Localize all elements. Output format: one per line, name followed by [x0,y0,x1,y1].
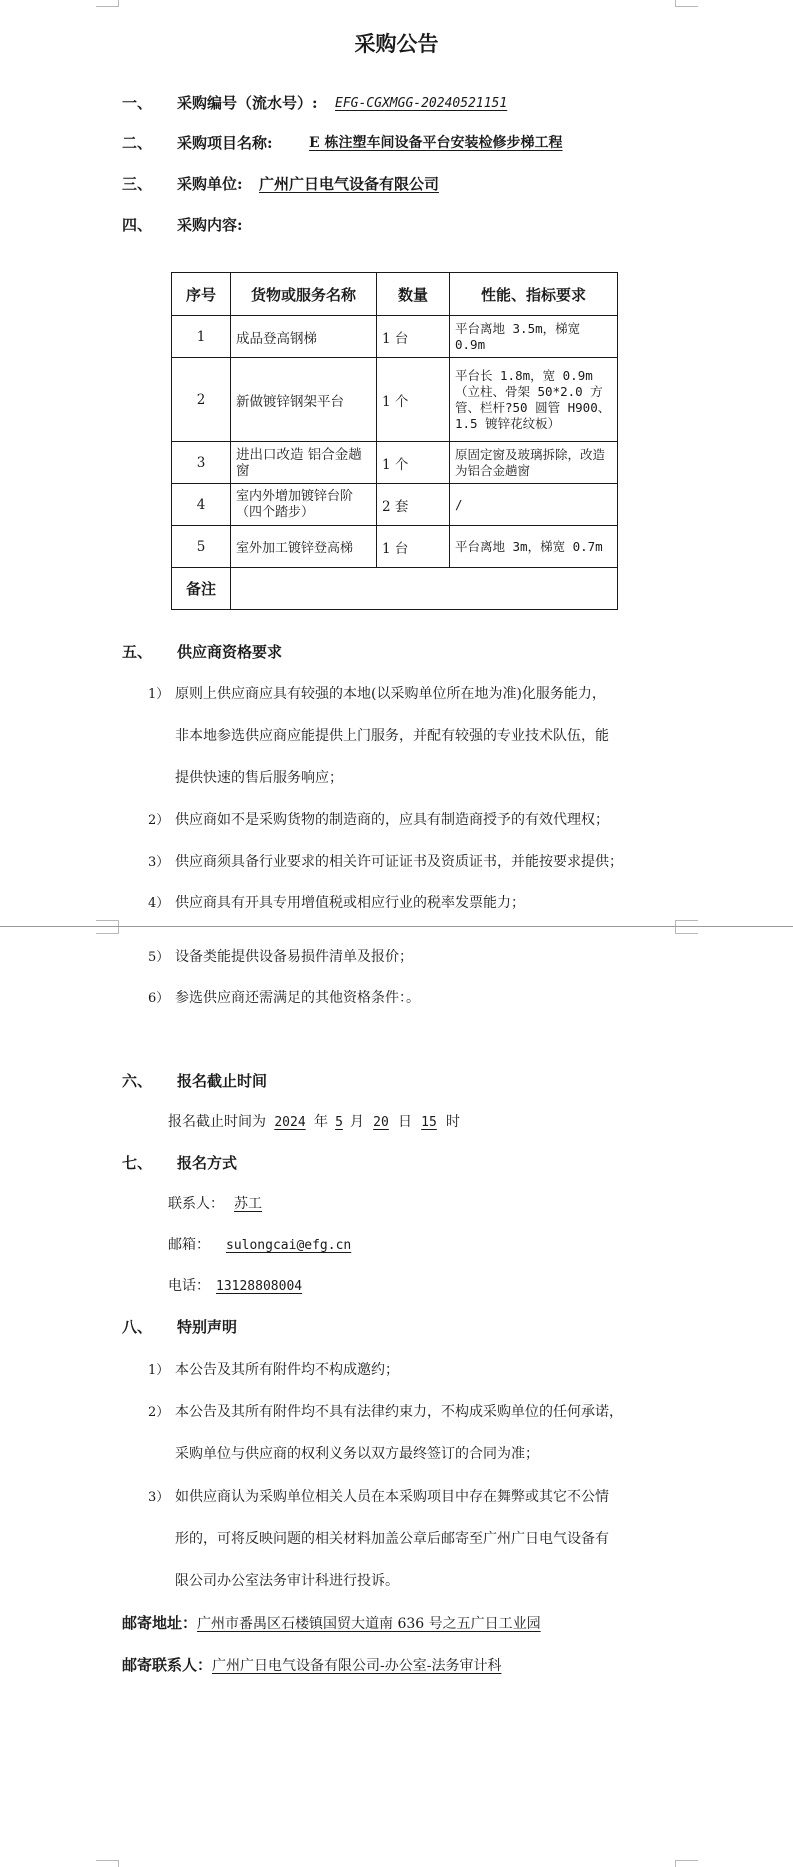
project-name-label: 采购项目名称: [177,134,273,152]
procurement-number-text: EFG-CGXMGG-20240521151 [335,96,508,111]
table-cell-no: 4 [172,484,231,526]
registration-deadline-label: 报名截止时间 [177,1072,268,1090]
deadline-year: 2024 [274,1115,306,1130]
table-header-cell: 序号 [172,273,231,316]
table-row [172,442,618,484]
section-5-number: 五、 [122,643,153,661]
table-cell-qty: 1 台 [377,526,450,568]
mailing-contact-label: 邮寄联系人： [122,1656,213,1674]
qualification-number: 4） [148,896,170,911]
table-header-cell: 性能、指标要求 [450,273,618,316]
statement-text: 本公告及其所有附件均不具有法律约束力，不构成采购单位的任何承诺， [175,1404,623,1420]
qualification-text: 供应商须具备行业要求的相关许可证证书及资质证书，并能按要求提供； [175,854,623,870]
table-cell-no: 1 [172,316,231,358]
section-3-number: 三、 [122,175,153,193]
table-cell-name: 室内外增加镀锌台阶（四个踏步） [231,484,377,526]
qualification-number: 2） [148,813,170,828]
qualification-number: 3） [148,855,170,870]
mailing-contact-value: 广州广日电气设备有限公司-办公室-法务审计科 [212,1658,502,1674]
qualification-number: 5） [148,950,170,965]
statement-text: 如供应商认为采购单位相关人员在本采购项目中存在舞弊或其它不公情 [175,1489,609,1505]
table-remark-value [231,568,618,610]
table-cell-spec: 平台离地 3.5m，梯宽 0.9m [450,316,618,358]
deadline-month-unit: 月 [350,1114,364,1130]
crop-mark [675,0,698,7]
statement-text: 采购单位与供应商的权利义务以双方最终签订的合同为准； [175,1446,539,1462]
qualification-text: 提供快速的售后服务响应； [175,770,343,786]
contact-phone-value: 13128808004 [216,1279,303,1294]
statement-text: 本公告及其所有附件均不构成邀约； [175,1362,399,1378]
table-cell-qty: 1 个 [377,358,450,442]
table-cell-name: 新做镀锌钢架平台 [231,358,377,442]
qualification-number: 1） [148,687,170,702]
contact-email-value: sulongcai@efg.cn [226,1238,352,1253]
purchasing-unit-label: 采购单位: [177,175,243,193]
qualification-number: 6） [148,991,170,1006]
table-remark-label: 备注 [172,568,231,610]
table-header-cell: 货物或服务名称 [231,273,377,316]
mailing-contact-line [122,1654,501,1675]
table-row [172,484,618,526]
contact-email-label: 邮箱： [168,1237,210,1253]
table-row [172,316,618,358]
statement-text: 形的，可将反映问题的相关材料加盖公章后邮寄至广州广日电气设备有 [175,1531,609,1547]
table-cell-qty: 1 台 [377,316,450,358]
section-8-number: 八、 [122,1318,153,1336]
table-row [172,526,618,568]
procurement-content-table [171,272,618,610]
document-page-2 [0,927,793,1866]
document-page-1 [0,0,793,926]
deadline-prefix: 报名截止时间为 [168,1114,266,1130]
qualification-text: 原则上供应商应具有较强的本地(以采购单位所在地为准)化服务能力， [175,686,606,702]
qualification-text: 供应商具有开具专用增值税或相应行业的税率发票能力； [175,895,525,911]
procurement-content-label: 采购内容: [177,216,243,234]
crop-mark [96,0,119,7]
contact-person-value: 苏工 [234,1196,262,1212]
table-cell-qty: 1 个 [377,442,450,484]
section-6-number: 六、 [122,1072,153,1090]
contact-phone-label: 电话： [168,1278,210,1294]
mailing-address-value: 广州市番禺区石楼镇国贸大道南 636 号之五广日工业园 [197,1616,541,1632]
deadline-hour: 15 [421,1115,437,1130]
deadline-year-unit: 年 [314,1114,328,1130]
deadline-day: 20 [373,1115,389,1130]
section-2-number: 二、 [122,134,153,152]
crop-mark [675,927,698,934]
deadline-month: 5 [335,1115,343,1130]
project-name-value [293,132,654,152]
qualification-text: 供应商如不是采购货物的制造商的，应具有制造商授予的有效代理权； [175,812,609,828]
table-row [172,358,618,442]
procurement-number-label: 采购编号（流水号）: [177,94,318,112]
qualification-text: 设备类能提供设备易损件清单及报价； [175,949,413,965]
table-cell-name: 进出口改造 铝合金趟窗 [231,442,377,484]
qualification-text: 参选供应商还需满足的其他资格条件：。 [175,990,420,1006]
crop-mark [96,927,119,934]
procurement-number-value [335,92,635,111]
contact-person-line [168,1193,314,1213]
table-header-row [172,273,618,316]
table-cell-spec: 平台长 1.8m，宽 0.9m（立柱、骨架 50*2.0 方管、栏杆?50 圆管 H900、1.5 镀锌花纹板） [450,358,618,442]
contact-person-label: 联系人： [168,1196,224,1212]
table-cell-name: 成品登高钢梯 [231,316,377,358]
section-1-number: 一、 [122,94,153,112]
table-cell-no: 3 [172,442,231,484]
table-remark-row [172,568,618,610]
special-statement-label: 特别声明 [177,1318,238,1336]
qualification-text: 非本地参选供应商应能提供上门服务，并配有较强的专业技术队伍，能 [175,728,609,744]
deadline-day-unit: 日 [398,1114,412,1130]
table-cell-spec: / [450,484,618,526]
registration-method-label: 报名方式 [177,1154,238,1172]
contact-email-line [168,1234,488,1254]
contact-phone-line [168,1275,396,1295]
statement-text: 限公司办公室法务审计科进行投诉。 [175,1573,399,1589]
mailing-address-label: 邮寄地址： [122,1614,198,1632]
document-title: 采购公告 [354,31,439,56]
project-name-text: E 栋注塑车间设备平台安装检修步梯工程 [309,135,563,151]
statement-number: 3） [148,1490,170,1505]
mailing-address-line [122,1612,541,1633]
deadline-hour-unit: 时 [446,1114,460,1130]
statement-number: 2） [148,1405,170,1420]
supplier-qualification-label: 供应商资格要求 [177,643,283,661]
table-cell-spec: 原固定窗及玻璃拆除，改造为铝合金趟窗 [450,442,618,484]
table-cell-no: 2 [172,358,231,442]
table-header-cell: 数量 [377,273,450,316]
purchasing-unit-value: 广州广日电气设备有限公司 [259,175,440,193]
table-cell-name: 室外加工镀锌登高梯 [231,526,377,568]
section-4-number: 四、 [122,216,153,234]
deadline-line [168,1111,460,1131]
table-cell-qty: 2 套 [377,484,450,526]
statement-number: 1） [148,1363,170,1378]
table-cell-no: 5 [172,526,231,568]
section-7-number: 七、 [122,1154,153,1172]
table-cell-spec: 平台离地 3m，梯宽 0.7m [450,526,618,568]
